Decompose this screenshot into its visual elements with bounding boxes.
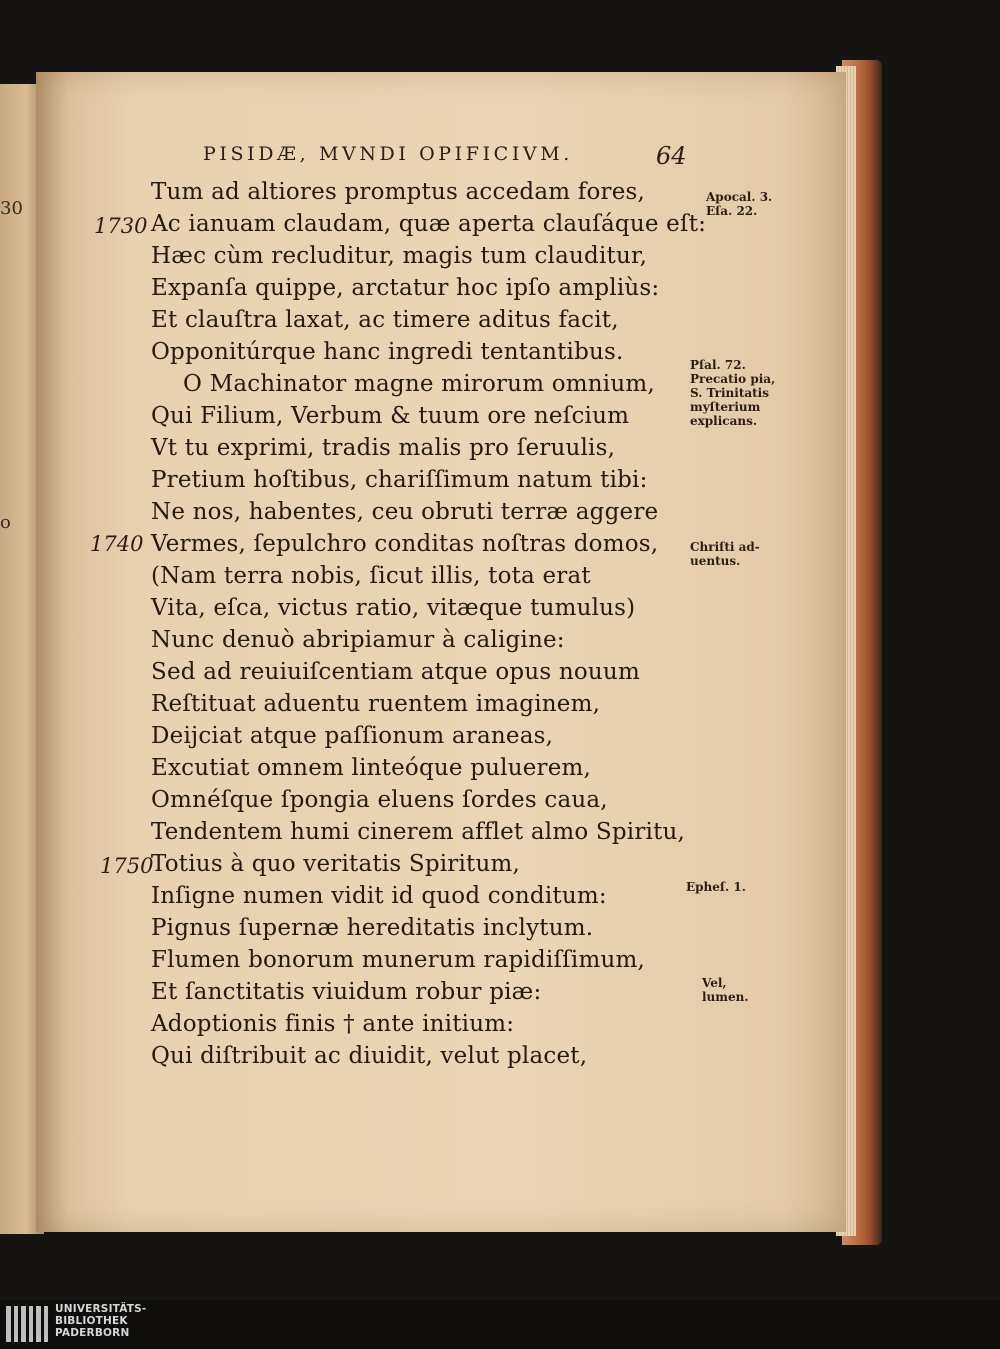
verse-line: Reſtituat aduentu ruentem imaginem, xyxy=(151,691,601,717)
verse-line: Tum ad altiores promptus accedam fores, xyxy=(151,179,646,205)
margin-note: Chriſti ad- uentus. xyxy=(690,540,760,568)
verse-line: Flumen bonorum munerum rapidiſſimum, xyxy=(151,947,645,973)
book-page xyxy=(36,72,846,1232)
verse-line: O Machinator magne mirorum omnium, xyxy=(183,371,655,397)
margin-note: Epheſ. 1. xyxy=(686,880,746,894)
verse-line: Qui Filium, Verbum & tuum ore neſcium xyxy=(151,403,630,429)
verse-line: Hæc cùm recluditur, magis tum clauditur, xyxy=(151,243,648,269)
verse-line: (Nam terra nobis, ſicut illis, tota erat xyxy=(151,563,591,589)
verse-line: Opponitúrque hanc ingredi tentantibus. xyxy=(151,339,624,365)
verse-line: Sed ad reuiuiſcentiam atque opus nouum xyxy=(151,659,640,685)
verse-line: Expanſa quippe, arctatur hoc ipſo ampliùs: xyxy=(151,275,660,301)
library-logo-text: UNIVERSITÄTS- BIBLIOTHEK PADERBORN xyxy=(55,1303,147,1339)
verse-line: Totius à quo veritatis Spiritum, xyxy=(151,851,521,877)
verse-line: Omnéſque ſpongia eluens ſordes caua, xyxy=(151,787,608,813)
left-page-fragment: o xyxy=(0,512,11,533)
line-number: 1730 xyxy=(94,214,148,238)
library-footer xyxy=(0,1300,1000,1349)
library-logo-icon xyxy=(6,1306,48,1342)
verse-line: Qui diſtribuit ac diuidit, velut placet, xyxy=(151,1043,588,1069)
verse-line: Nunc denuò abripiamur à caligine: xyxy=(151,627,565,653)
line-number: 1740 xyxy=(90,532,144,556)
verse-line: Et ſanctitatis viuidum robur piæ: xyxy=(151,979,542,1005)
running-head: PISIDÆ, MVNDI OPIFICIVM. xyxy=(203,143,573,165)
verse-line: Adoptionis finis † ante initium: xyxy=(151,1011,515,1037)
verse-line: Et clauſtra laxat, ac timere aditus facit, xyxy=(151,307,619,333)
verse-line: Vt tu exprimi, tradis malis pro ſeruulis, xyxy=(151,435,616,461)
verse-line: Tendentem humi cinerem afflet almo Spiritu, xyxy=(151,819,686,845)
left-page-fragment: 30 xyxy=(0,198,23,219)
verse-line: Ne nos, habentes, ceu obruti terræ aggere xyxy=(151,499,659,525)
verse-line: Inſigne numen vidit id quod conditum: xyxy=(151,883,607,909)
verse-line: Pignus ſupernæ hereditatis inclytum. xyxy=(151,915,594,941)
margin-note: Pſal. 72. Precatio pia, S. Trinitatis myſterium explicans. xyxy=(690,358,776,428)
verse-line: Ac ianuam claudam, quæ aperta clauſáque eſt: xyxy=(151,211,707,237)
line-number: 1750 xyxy=(100,854,154,878)
verse-line: Vita, eſca, victus ratio, vitæque tumulus) xyxy=(151,595,636,621)
verse-line: Vermes, ſepulchro conditas noſtras domos, xyxy=(151,531,659,557)
margin-note: Apocal. 3. Eſa. 22. xyxy=(706,190,773,218)
verse-line: Pretium hoſtibus, chariſſimum natum tibi: xyxy=(151,467,648,493)
page-number: 64 xyxy=(656,142,687,170)
verse-line: Deijciat atque paſſionum araneas, xyxy=(151,723,554,749)
verse-line: Excutiat omnem linteóque puluerem, xyxy=(151,755,592,781)
margin-note: Vel, lumen. xyxy=(702,976,749,1004)
